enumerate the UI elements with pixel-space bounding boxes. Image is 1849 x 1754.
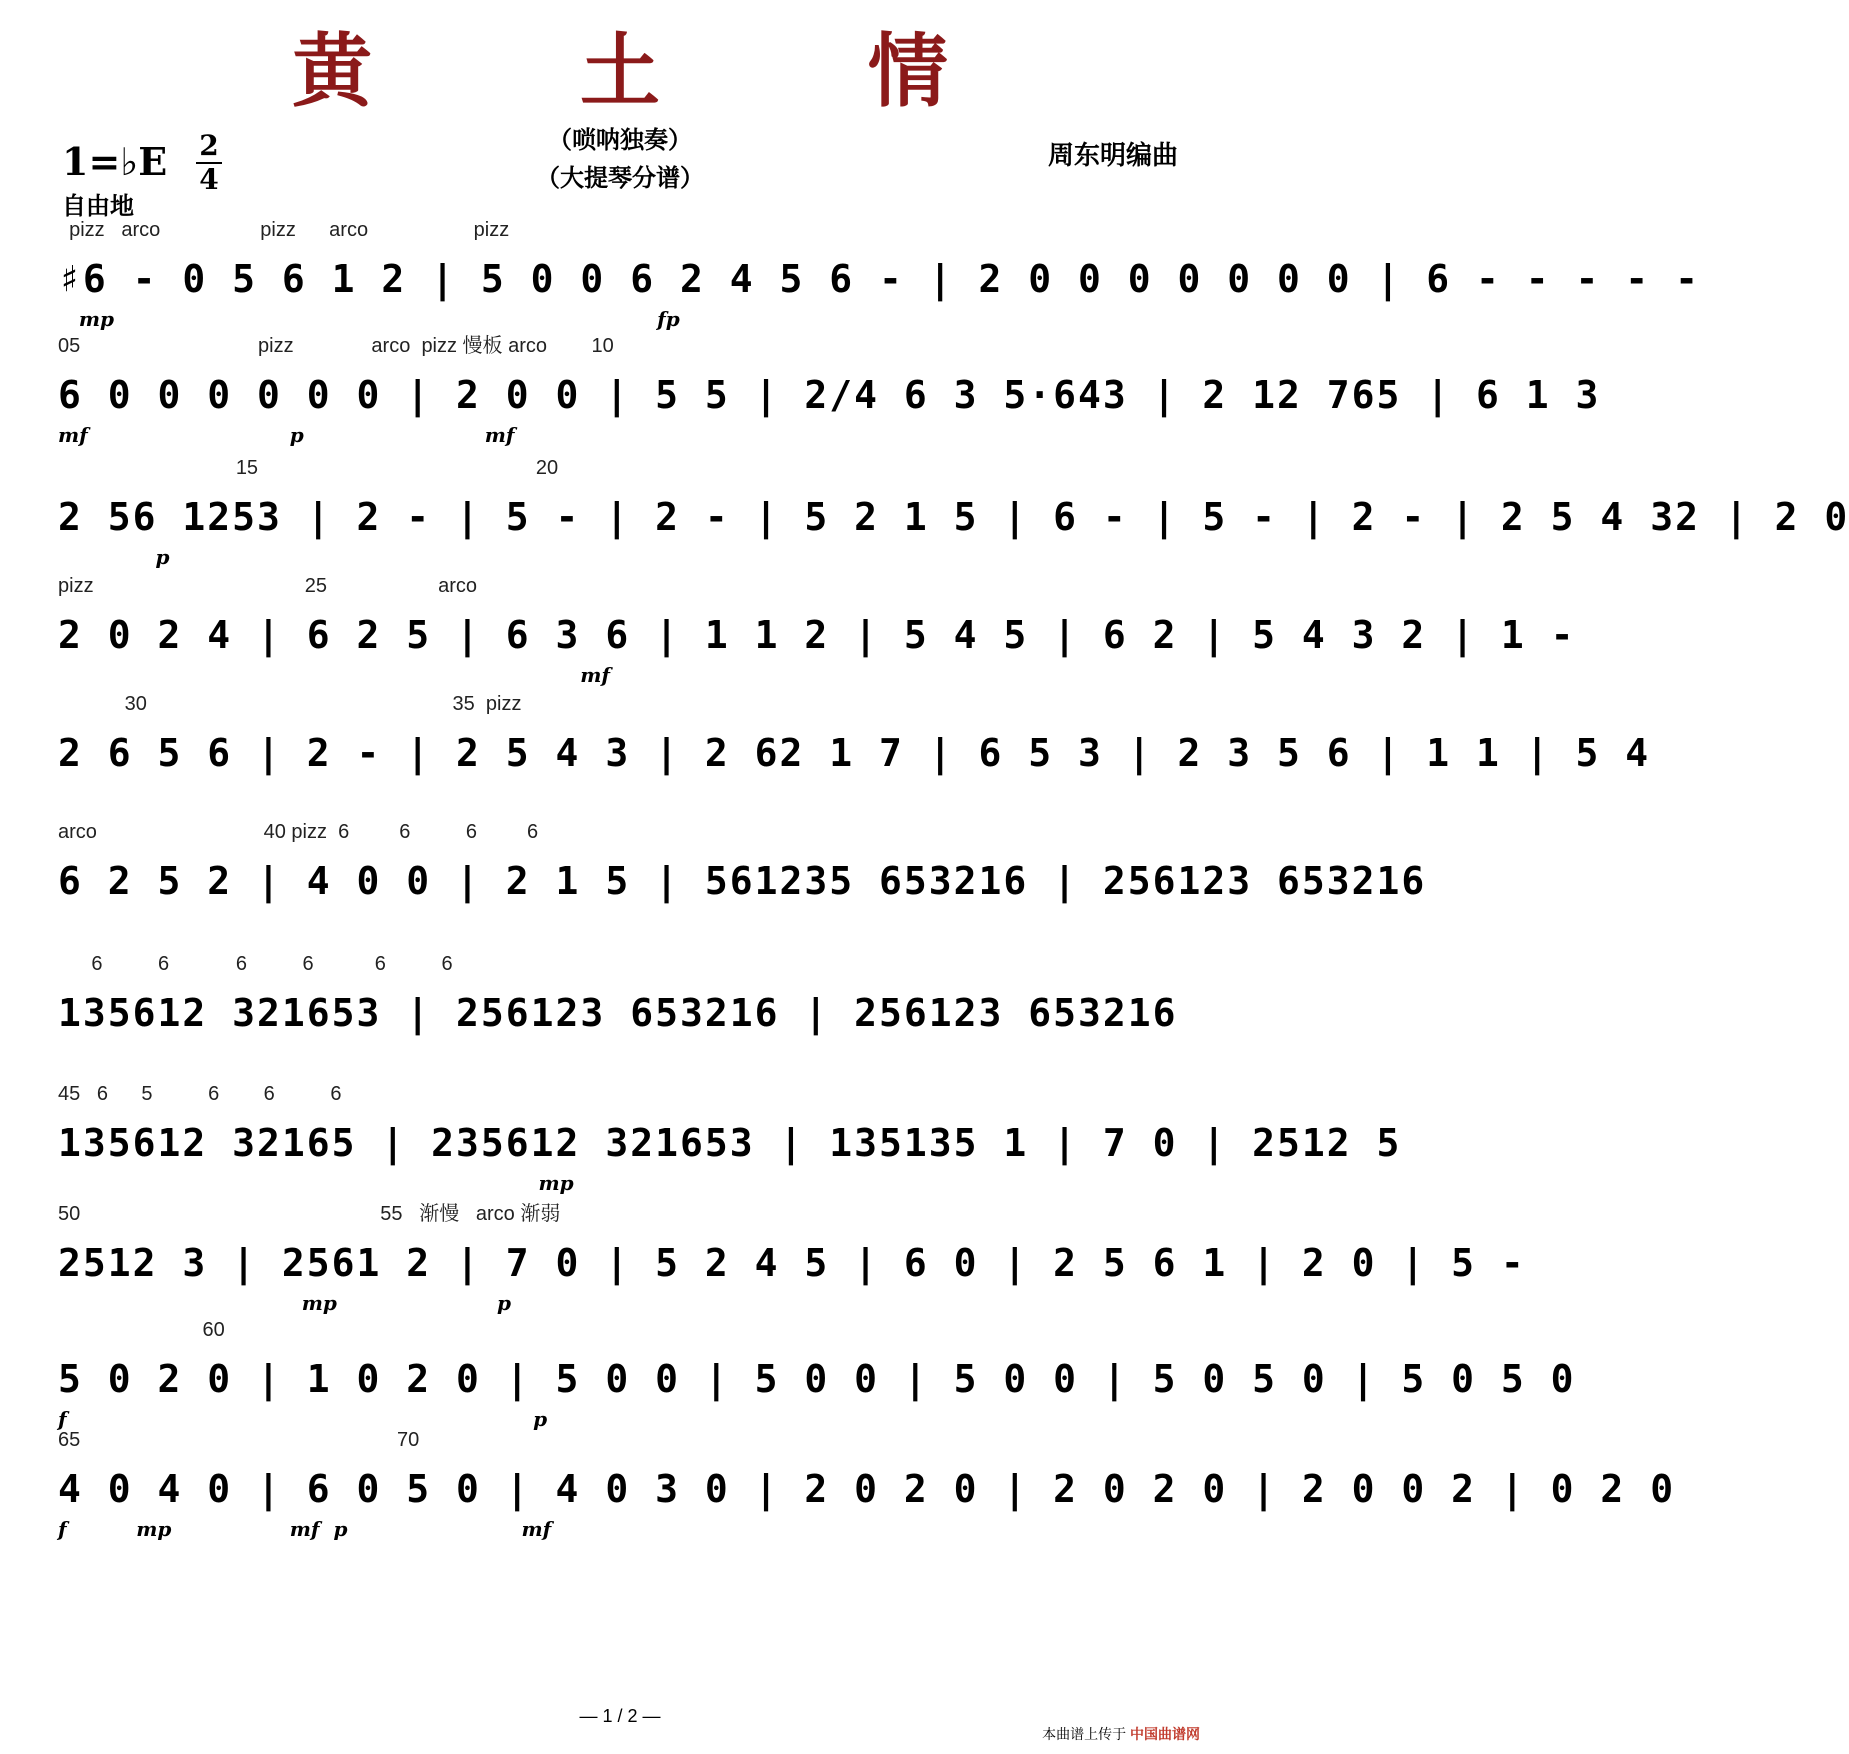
row-notes: 5 0 2 0 | 1 0 2 0 | 5 0 0 | 5 0 0 | 5 0 0 | 5 0 5 0 | 5 0 5 0 xyxy=(58,1357,1576,1401)
row-markings: pizz arco pizz arco pizz xyxy=(58,219,510,241)
row-notes: 2 0 2 4 | 6 2 5 | 6 3 6 | 1 1 2 | 5 4 5 | 6 2 | 5 4 3 2 | 1 - xyxy=(58,613,1576,657)
row-dynamics: f p xyxy=(58,1407,548,1431)
row-markings: 30 35 pizz xyxy=(58,693,522,715)
row-notes: 4 0 4 0 | 6 0 5 0 | 4 0 3 0 | 2 0 2 0 | 2 0 2 0 | 2 0 0 2 | 0 2 0 xyxy=(58,1467,1676,1511)
row-markings: arco 40 pizz 6 6 6 6 xyxy=(58,821,539,843)
source-credit xyxy=(1042,1724,1200,1744)
row-dynamics: mp fp xyxy=(58,307,680,331)
composer-credit: 周东明编曲 xyxy=(1047,140,1178,170)
time-signature-top: 2 xyxy=(199,129,219,162)
row-markings: 15 20 xyxy=(58,457,559,479)
row-notes: 135612 321653 | 256123 653216 | 256123 653216 xyxy=(58,991,1178,1035)
staff-row-7 xyxy=(58,944,1178,1054)
row-notes: 2 6 5 6 | 2 - | 2 5 4 3 | 2 62 1 7 | 6 5 3 | 2 3 5 6 | 1 1 | 5 4 xyxy=(58,731,1651,775)
row-dynamics: mf xyxy=(58,663,610,687)
row-dynamics: p xyxy=(58,545,170,569)
staff-row-3 xyxy=(58,448,1849,569)
row-dynamics xyxy=(58,780,1178,806)
staff-row-10 xyxy=(58,1310,1576,1431)
row-markings: 65 70 xyxy=(58,1429,420,1451)
staff-row-5 xyxy=(58,684,1651,794)
row-markings: 45 6 5 6 6 6 xyxy=(58,1083,342,1105)
subtitle-solo: （唢呐独奏） xyxy=(548,127,692,154)
row-dynamics: f mp mf p mf xyxy=(58,1517,552,1541)
row-markings: 6 6 6 6 6 6 xyxy=(58,953,453,975)
row-notes: 135612 32165 | 235612 321653 | 135135 1 | 7 0 | 2512 5 xyxy=(58,1121,1402,1165)
row-dynamics: mf p mf xyxy=(58,423,515,447)
row-dynamics xyxy=(58,908,1178,934)
row-notes: 2512 3 | 2561 2 | 7 0 | 5 2 4 5 | 6 0 | 2 5 6 1 | 2 0 | 5 - xyxy=(58,1241,1526,1285)
row-notes: 6 2 5 2 | 4 0 0 | 2 1 5 | 561235 653216 | 256123 653216 xyxy=(58,859,1427,903)
row-notes: 6 0 0 0 0 0 0 | 2 0 0 | 5 5 | 2/4 6 3 5·643 | 2 12 765 | 6 1 3 xyxy=(58,373,1601,417)
subtitle-part: （大提琴分谱） xyxy=(536,165,704,192)
score-title: 黄 土 情 xyxy=(292,25,1038,118)
row-markings: pizz 25 arco xyxy=(58,575,478,597)
row-markings: 50 55 渐慢 arco 渐弱 xyxy=(58,1203,561,1225)
row-notes: 2 56 1253 | 2 - | 5 - | 2 - | 5 2 1 5 | 6 - | 5 - | 2 - | 2 5 4 32 | 2 0 xyxy=(58,495,1849,539)
tempo-marking: 自由地 xyxy=(62,193,134,220)
staff-row-6 xyxy=(58,812,1427,922)
time-signature-bottom: 4 xyxy=(199,163,219,196)
row-dynamics: mp p xyxy=(58,1291,511,1315)
staff-row-2 xyxy=(58,326,1601,447)
staff-row-9 xyxy=(58,1194,1526,1315)
row-dynamics: mp xyxy=(58,1171,574,1195)
row-notes: ♯6 - 0 5 6 1 2 | 5 0 0 6 2 4 5 6 - | 2 0 0 0 0 0 0 0 | 6 - - - - - xyxy=(58,257,1700,301)
staff-row-11 xyxy=(58,1420,1676,1541)
row-markings: 60 xyxy=(58,1319,225,1341)
source-text: 本曲谱上传于 xyxy=(1042,1726,1127,1742)
source-brand: 中国曲谱网 xyxy=(1130,1726,1200,1742)
key-signature: 1=♭E xyxy=(62,139,168,184)
staff-row-1 xyxy=(58,210,1700,331)
staff-row-8 xyxy=(58,1074,1402,1195)
row-dynamics xyxy=(58,1040,1178,1066)
staff-row-4 xyxy=(58,566,1576,687)
row-markings: 05 pizz arco pizz 慢板 arco 10 xyxy=(58,335,614,357)
page-number: — 1 / 2 — xyxy=(579,1706,661,1726)
